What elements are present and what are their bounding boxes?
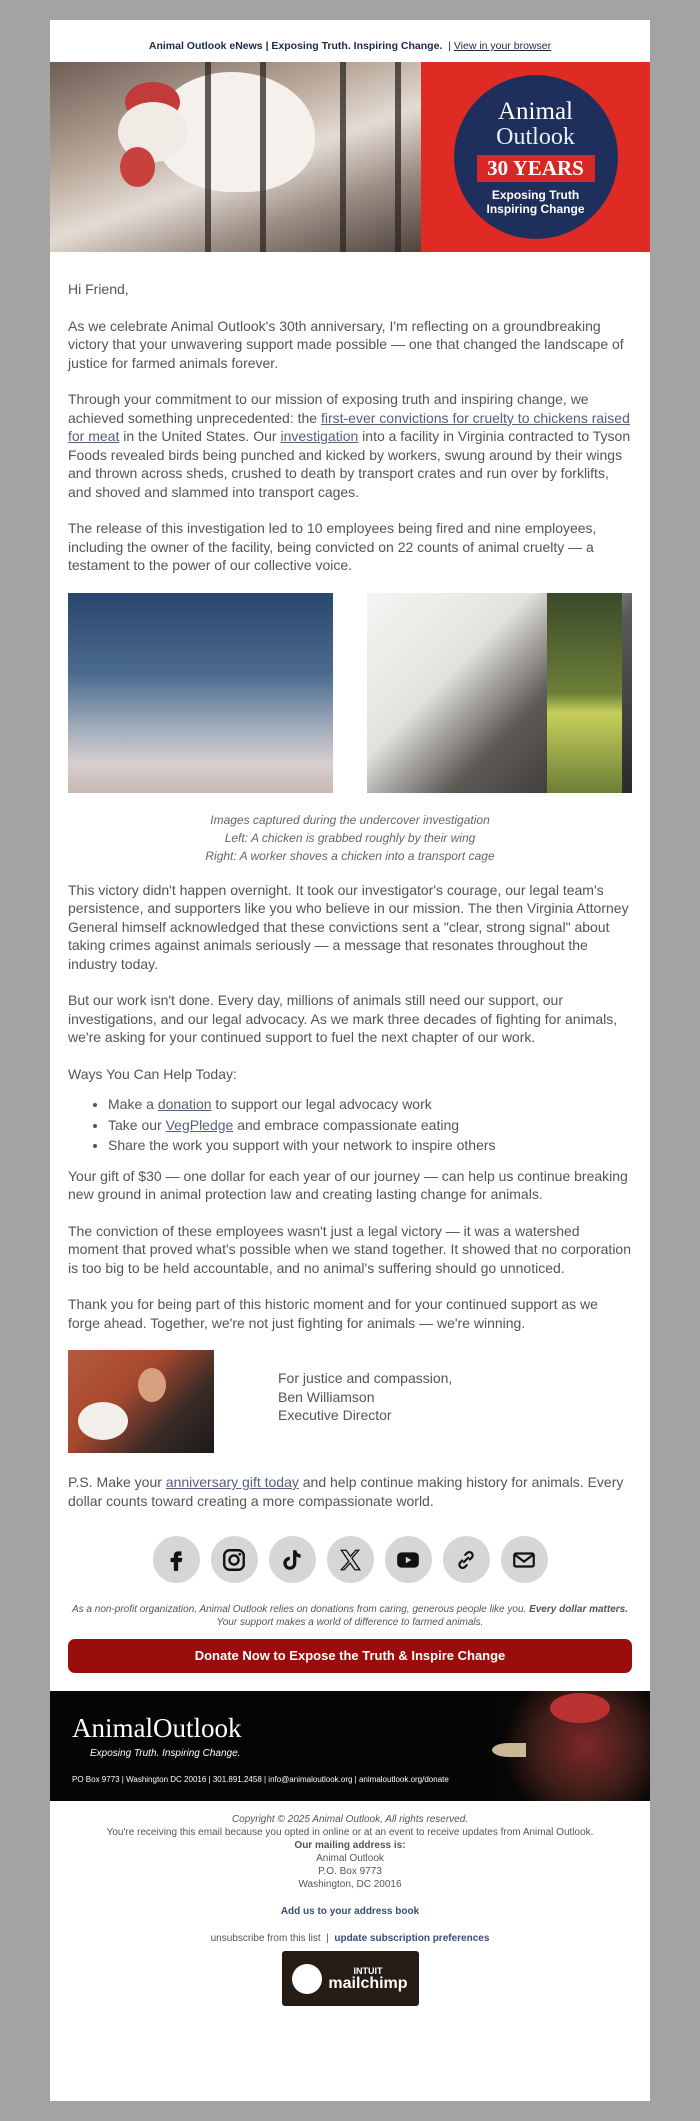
tiktok-icon[interactable]: [269, 1536, 316, 1583]
badge-years: 30 YEARS: [477, 155, 595, 182]
badge-line-2: Outlook: [496, 124, 575, 150]
footer-banner: [50, 1691, 650, 1801]
paragraph-1: As we celebrate Animal Outlook's 30th anniversary, I'm reflecting on a groundbreaking victory that your unwavering support made possible — one that changed the landscape of justice for farmed animals forever.: [68, 317, 624, 371]
facebook-icon[interactable]: [153, 1536, 200, 1583]
ways-heading: Ways You Can Help Today:: [68, 1065, 237, 1082]
hero-banner: [50, 62, 650, 252]
paragraph-7: The conviction of these employees wasn't just a legal victory — it was a watershed moment that proved what's possible when we stand together. It showed that no corporation is too big to be held accountable, and no animal's suffering should go unnoticed.: [68, 1222, 632, 1276]
rooster-image: [490, 1691, 650, 1801]
photo-caption: Images captured during the undercover investigation Left: A chicken is grabbed roughly by their wing Right: A worker shoves a chicken into a transport cage: [205, 812, 495, 863]
donate-button[interactable]: Donate Now to Expose the Truth & Inspire Change: [68, 1639, 632, 1673]
director-portrait: [68, 1350, 214, 1453]
letter-body: [50, 252, 650, 1510]
social-icons: [50, 1536, 650, 1583]
paragraph-2: Through your commitment to our mission of exposing truth and inspiring change, we achieved something unprecedented: the first-ever convictions for cruelty to chickens raised for meat in the United States. Our investigation into a facility in Virginia contracted to Tyson Foods revealed birds being punched and kicked by workers, swung around by their wings and thrown across sheds, crushed to death by transport crates and run over by forklifts, and shoved and slammed into transport cages.: [68, 391, 631, 500]
x-icon[interactable]: [327, 1536, 374, 1583]
preheader-separator: |: [448, 40, 451, 52]
vegpledge-link[interactable]: VegPledge: [165, 1116, 234, 1133]
badge-line-4: Inspiring Change: [486, 202, 585, 216]
subscription-links: unsubscribe from this list | update subscription preferences: [210, 1933, 490, 1944]
footer-brand: AnimalOutlook: [72, 1713, 242, 1743]
signature-block: [68, 1350, 632, 1453]
convictions-link[interactable]: first-ever convictions for cruelty to chickens raised for meat: [68, 409, 630, 444]
badge-line-3: Exposing Truth: [491, 188, 580, 202]
paragraph-5: But our work isn't done. Every day, millions of animals still need our support, our investigations, and our legal advocacy. As we mark three decades of fighting for animals, we're asking for your continued support to fuel the next chapter of our work.: [68, 992, 618, 1045]
footer-tagline: Exposing Truth. Inspiring Change.: [90, 1748, 241, 1759]
legal-footer: [50, 1801, 650, 2006]
paragraph-6: Your gift of $30 — one dollar for each year of our journey — can help us continue breaking new ground in animal protection law and creating lasting change for animals.: [68, 1167, 628, 1202]
paragraph-3: The release of this investigation led to 10 employees being fired and nine employees, including the owner of the facility, being convicted on 22 counts of animal cruelty — a testament to the power of our collective voice.: [68, 520, 597, 573]
donation-link[interactable]: donation: [157, 1096, 212, 1112]
view-in-browser-link[interactable]: View in your browser: [453, 40, 552, 52]
paragraph-8: Thank you for being part of this historic moment and for your continued support as we forge ahead. Together, we're not just fighting for animals — we're winning.: [68, 1296, 598, 1331]
photo-chicken-grabbed: [68, 593, 333, 793]
sign-name: Ben Williamson: [278, 1388, 375, 1405]
photo-worker-shoves: [367, 593, 632, 793]
list-item: • Share the work you support with your network to inspire others: [108, 1136, 632, 1155]
anniversary-badge: [454, 75, 618, 239]
unsubscribe-link[interactable]: unsubscribe from this list: [210, 1933, 321, 1944]
preferences-link[interactable]: update subscription preferences: [334, 1933, 490, 1944]
email-card: [50, 20, 650, 2101]
youtube-icon[interactable]: [385, 1536, 432, 1583]
nonprofit-note: As a non-profit organization, Animal Outlook relies on donations from caring, generous people like you. Every dollar matters. Your support makes a world of difference to farmed animals.: [71, 1604, 629, 1628]
mailing-org: Animal Outlook: [316, 1853, 384, 1864]
instagram-icon[interactable]: [211, 1536, 258, 1583]
paragraph-4: This victory didn't happen overnight. It took our investigator's courage, our legal team's persistence, and supporters like you who believe in our mission. The then Virginia Attorney General himself acknowledged that these convictions sent a "clear, strong signal" about taking crimes against animals seriously — a message that resonates throughout the industry today.: [68, 881, 629, 972]
preheader: [50, 20, 650, 62]
list-item: • Take our VegPledge and embrace compassionate eating: [108, 1116, 632, 1135]
ways-list: [108, 1095, 632, 1155]
optin-reason: You're receiving this email because you opted in online or at an event to receive updates from Animal Outlook.: [106, 1827, 594, 1838]
address-book-link[interactable]: Add us to your address book: [280, 1906, 420, 1917]
link-icon[interactable]: [443, 1536, 490, 1583]
investigation-link[interactable]: investigation: [280, 428, 359, 444]
footer-contact: PO Box 9773 | Washington DC 20016 | 301.891.2458 | info@animaloutlook.org | animaloutlook.org/donate: [72, 1775, 449, 1784]
badge-line-1: Animal: [498, 98, 573, 125]
hero-hen-photo: [50, 62, 421, 252]
sign-title: Executive Director: [278, 1407, 392, 1423]
mailchimp-badge[interactable]: INTUIT mailchimp: [282, 1951, 419, 2006]
sign-closing: For justice and compassion,: [278, 1370, 453, 1386]
postscript: P.S. Make your anniversary gift today and help continue making history for animals. Every dollar counts toward creating a more compassionate world.: [68, 1474, 624, 1509]
preheader-tagline: Animal Outlook eNews | Exposing Truth. Inspiring Change.: [148, 40, 443, 52]
hero-badge-panel: [421, 62, 650, 252]
list-item: • Make a donation to support our legal advocacy work: [108, 1095, 632, 1114]
mailchimp-logo-icon: [292, 1964, 322, 1994]
investigation-photos: [68, 593, 632, 793]
copyright: Copyright © 2025 Animal Outlook, All rights reserved.: [231, 1814, 469, 1825]
greeting: Hi Friend,: [68, 281, 129, 297]
anniversary-gift-link[interactable]: anniversary gift today: [165, 1474, 299, 1490]
mailing-po: P.O. Box 9773: [318, 1866, 382, 1877]
email-icon[interactable]: [501, 1536, 548, 1583]
mailing-label: Our mailing address is:: [294, 1840, 406, 1851]
mailing-city: Washington, DC 20016: [298, 1879, 402, 1890]
